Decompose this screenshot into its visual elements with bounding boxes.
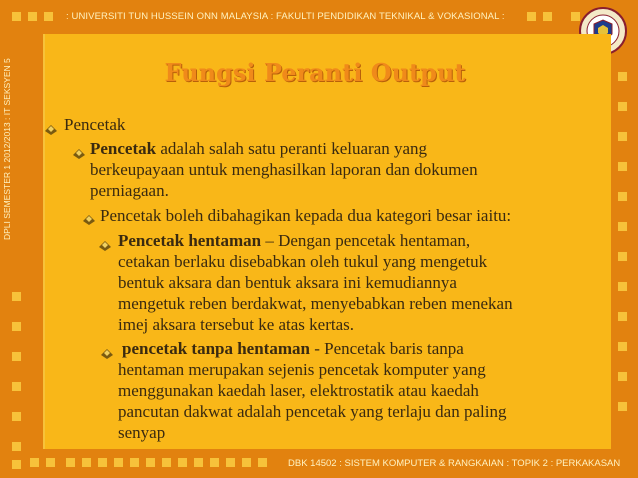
deco-square	[98, 458, 107, 467]
deco-square	[46, 458, 55, 467]
para3-text: – Dengan pencetak hentaman,	[261, 231, 471, 250]
para4-bold: pencetak tanpa hentaman	[122, 339, 310, 358]
para3-line3: bentuk aksara dan bentuk aksara ini kemudiannya	[118, 273, 457, 292]
deco-square	[12, 352, 21, 361]
deco-square	[543, 12, 552, 21]
para1-line2: berkeupayaan untuk menghasilkan laporan dan dokumen	[90, 160, 478, 179]
footer-text: DBK 14502 : SISTEM KOMPUTER & RANGKAIAN : TOPIK 2 : PERKAKASAN	[288, 458, 621, 469]
deco-square	[618, 312, 627, 321]
deco-square	[12, 12, 21, 21]
para1-line1	[90, 138, 427, 159]
deco-square	[178, 458, 187, 467]
deco-square	[194, 458, 203, 467]
deco-square	[12, 382, 21, 391]
header-text: : UNIVERSITI TUN HUSSEIN ONN MALAYSIA : FAKULTI PENDIDIKAN TEKNIKAL & VOKASIONAL :	[66, 11, 505, 22]
para3-line2: cetakan berlaku disebabkan oleh tukul yang mengetuk	[118, 252, 488, 271]
deco-square	[44, 12, 53, 21]
para3-bold: Pencetak hentaman	[118, 231, 262, 250]
deco-square	[146, 458, 155, 467]
para4-line3: menggunakan kaedah laser, elektrostatik atau kaedah	[118, 381, 479, 400]
deco-square	[66, 458, 75, 467]
para1-text: adalah salah satu peranti keluaran yang	[156, 139, 428, 158]
deco-square	[527, 12, 536, 21]
deco-square	[618, 192, 627, 201]
deco-square	[242, 458, 251, 467]
deco-square	[618, 162, 627, 171]
deco-square	[12, 292, 21, 301]
deco-square	[210, 458, 219, 467]
para4-line4: pancutan dakwat adalah pencetak yang terlaju dan paling	[118, 402, 507, 421]
deco-square	[130, 458, 139, 467]
side-text: DPLI SEMESTER 1 2012/2013 : IT SEKSYEN 5	[2, 58, 12, 240]
slide-title: Fungsi Peranti Output	[164, 58, 466, 87]
para3-line1	[118, 230, 470, 251]
deco-square	[30, 458, 39, 467]
deco-square	[618, 282, 627, 291]
bullet-diamond-icon	[82, 212, 96, 226]
para4-line2: hentaman merupakan sejenis pencetak komputer yang	[118, 360, 486, 379]
para4-line5: senyap	[118, 423, 166, 442]
para3-line4: mengetuk reben berdakwat, menyebabkan reben menekan	[118, 294, 513, 313]
deco-square	[618, 72, 627, 81]
level1-label: Pencetak	[64, 115, 126, 134]
deco-square	[12, 322, 21, 331]
deco-square	[28, 12, 37, 21]
para3-line5: imej aksara tersebut ke atas kertas.	[118, 315, 355, 334]
deco-square	[258, 458, 267, 467]
deco-square	[618, 402, 627, 411]
deco-square	[618, 132, 627, 141]
deco-square	[618, 252, 627, 261]
deco-square	[114, 458, 123, 467]
para1-line3: perniagaan.	[90, 181, 169, 200]
deco-square	[618, 342, 627, 351]
para4-text: - Pencetak baris tanpa	[309, 339, 464, 358]
bullet-diamond-icon	[44, 122, 58, 136]
deco-square	[82, 458, 91, 467]
bullet-diamond-icon	[100, 346, 114, 360]
deco-square	[618, 102, 627, 111]
deco-square	[226, 458, 235, 467]
para2-line1: Pencetak boleh dibahagikan kepada dua kategori besar iaitu:	[100, 206, 512, 225]
para1-bold: Pencetak	[90, 139, 157, 158]
para4-line1	[122, 338, 464, 359]
bullet-diamond-icon	[72, 146, 86, 160]
deco-square	[162, 458, 171, 467]
deco-square	[618, 372, 627, 381]
deco-square	[12, 412, 21, 421]
deco-square	[618, 222, 627, 231]
bullet-diamond-icon	[98, 238, 112, 252]
